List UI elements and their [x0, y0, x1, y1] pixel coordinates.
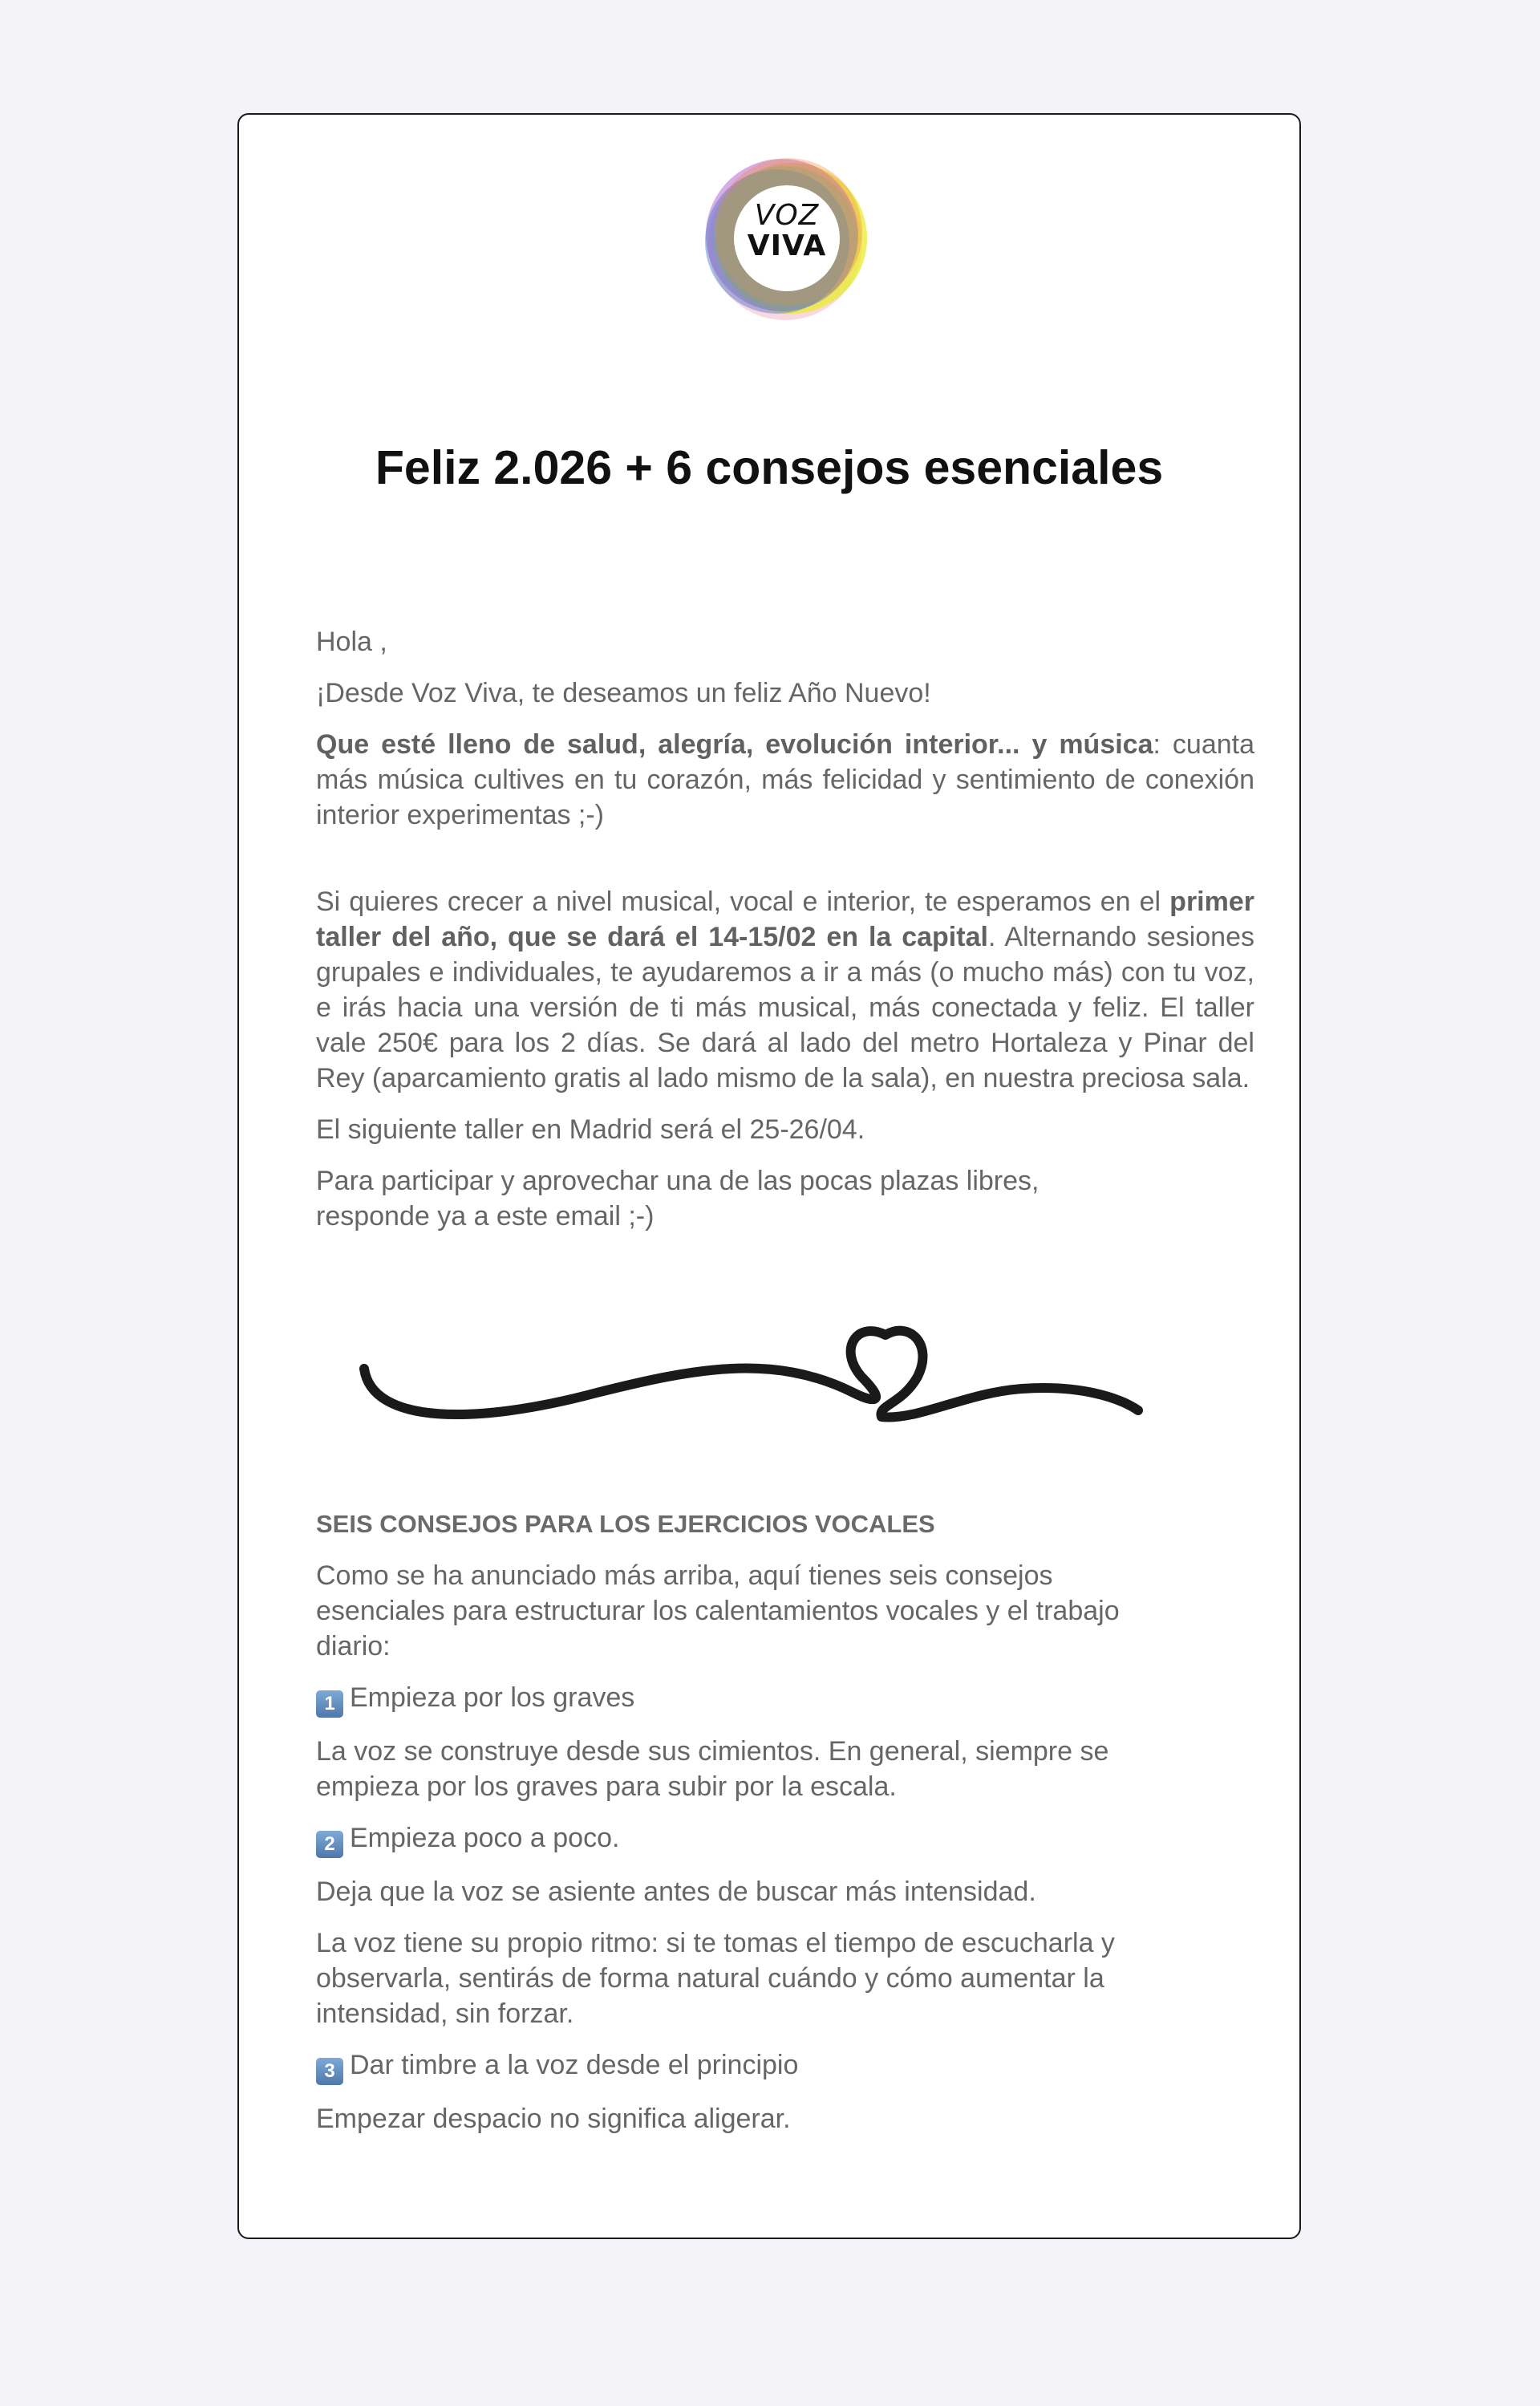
section-intro [316, 1558, 1254, 1664]
voz-viva-logo [702, 155, 872, 325]
participate-paragraph [316, 1163, 1254, 1234]
tip-1-text-line-1: La voz se construye desde sus cimientos. En general, siempre se [316, 1736, 1109, 1767]
section-heading: SEIS CONSEJOS PARA LOS EJERCICIOS VOCALES [316, 1510, 935, 1538]
tip-2-text-2 [316, 1925, 1254, 2031]
wish-paragraph [316, 727, 1254, 833]
tip-1-title [316, 1680, 1254, 1718]
wish-bold: Que esté lleno de salud, alegría, evolución interior... y música [316, 729, 1153, 760]
section-intro-line-2: esenciales para estructurar los calentamientos vocales y el trabajo [316, 1596, 1120, 1626]
workshop-intro: Si quieres crecer a nivel musical, vocal e interior, te esperamos en el [316, 887, 1170, 917]
tip-2-text-1: Deja que la voz se asiente antes de buscar más intensidad. [316, 1877, 1036, 1907]
next-workshop: El siguiente taller en Madrid será el 25-26/04. [316, 1114, 865, 1145]
tip-1-text [316, 1734, 1254, 1804]
workshop-date: primer taller del año, que se dará el 14-15/02 en la capital [316, 887, 1254, 952]
new-year-wish: ¡Desde Voz Viva, te deseamos un feliz Año Nuevo! [316, 678, 931, 708]
email-body [316, 624, 1254, 2152]
tip-3-title [316, 2047, 1254, 2085]
keycap-1-icon: 1 [316, 1690, 343, 1718]
email-title: Feliz 2.026 + 6 consejos esenciales [375, 441, 1164, 494]
tip-1-label: Empieza por los graves [350, 1682, 635, 1713]
heart-swash-divider [356, 1304, 1166, 1441]
workshop-paragraph [316, 884, 1254, 1096]
greeting: Hola , [316, 627, 387, 657]
participate-line-1: Para participar y aprovechar una de las pocas plazas libres, [316, 1166, 1040, 1196]
tip-2-text-2-line-1: La voz tiene su propio ritmo: si te tomas el tiempo de escucharla y [316, 1928, 1115, 1958]
tip-3-text-1: Empezar despacio no significa aligerar. [316, 2104, 791, 2134]
tip-1-text-line-2: empieza por los graves para subir por la escala. [316, 1771, 897, 1802]
tip-2-title [316, 1820, 1254, 1858]
workshop-details: . Alternando sesiones grupales e individuales, te ayudaremos a ir a más (o mucho más) con tu voz, e irás hacia una versión de ti más musical, más conectada y feliz. El taller vale 250€ para los 2 días. Se dará al lado del metro Hortaleza y Pinar del Rey (aparcamiento gratis al lado mismo de la sala), en nuestra preciosa sala. [316, 922, 1255, 1093]
participate-line-2: responde ya a este email ;-) [316, 1201, 654, 1231]
tip-2-label: Empieza poco a poco. [350, 1823, 620, 1853]
email-card [237, 113, 1301, 2239]
keycap-2-icon: 2 [316, 1831, 343, 1858]
logo-line-voz: VOZ [754, 199, 820, 232]
keycap-3-icon: 3 [316, 2058, 343, 2085]
logo-line-viva: VIVA [747, 229, 827, 262]
tip-2-text-2-line-3: intensidad, sin forzar. [316, 1998, 574, 2029]
tip-3-label: Dar timbre a la voz desde el principio [350, 2050, 799, 2080]
section-intro-line-1: Como se ha anunciado más arriba, aquí tienes seis consejos [316, 1560, 1053, 1591]
wish-rest: : cuanta más música cultives en tu corazón, más felicidad y sentimiento de conexión interior experimentas ;-) [316, 729, 1254, 830]
section-intro-line-3: diario: [316, 1631, 391, 1661]
tip-2-text-2-line-2: observarla, sentirás de forma natural cuándo y cómo aumentar la [316, 1963, 1104, 1994]
